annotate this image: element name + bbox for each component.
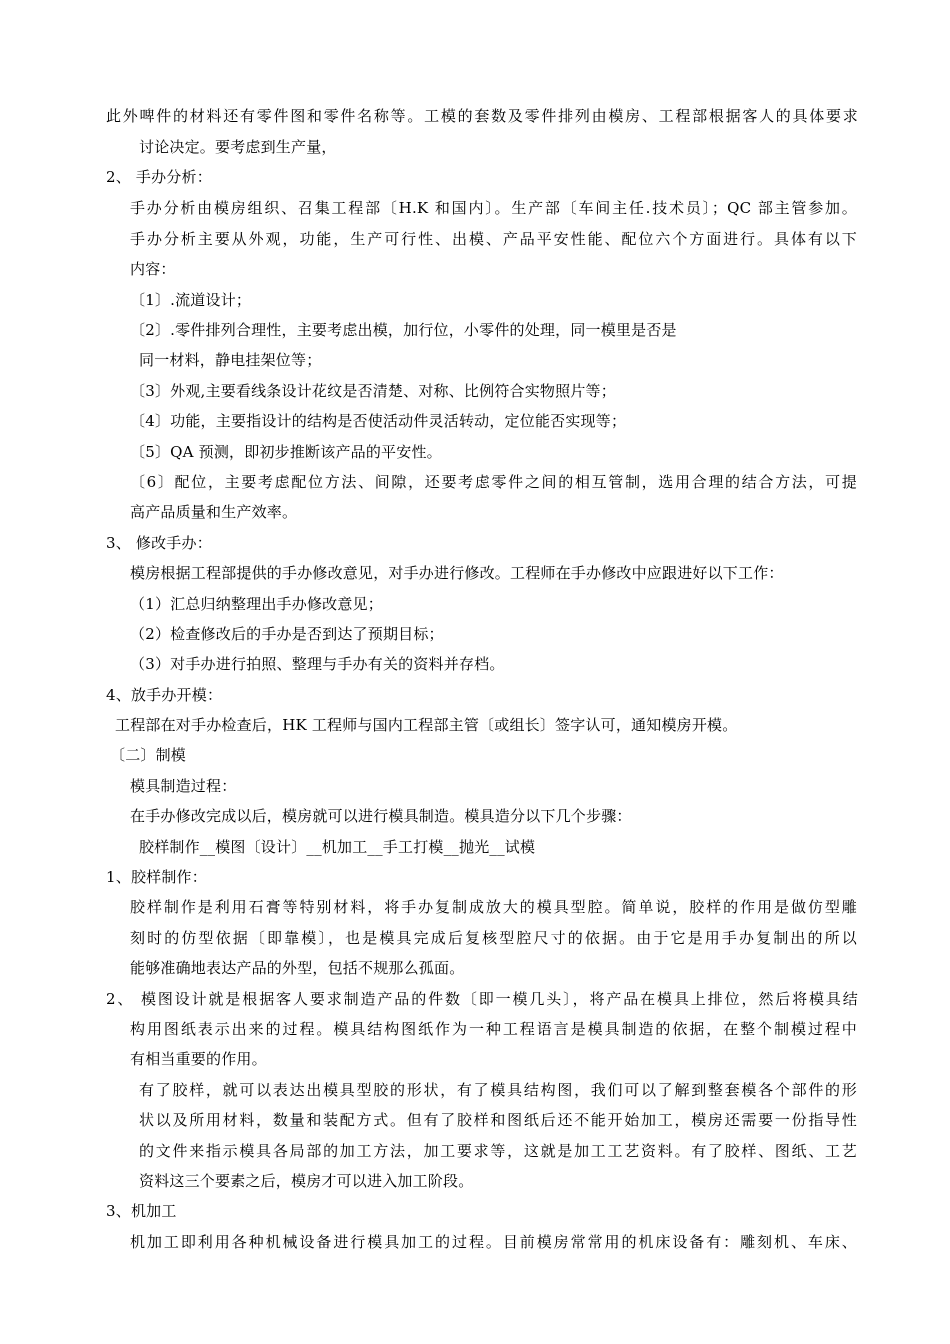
list-item: 〔5〕QA 预测，即初步推断该产品的平安性。 xyxy=(130,443,442,461)
section-heading: 3、 修改手办： xyxy=(106,534,212,552)
list-item: （3）对手办进行拍照、整理与手办有关的资料并存档。 xyxy=(130,655,505,673)
section-heading: 2、 手办分析： xyxy=(106,168,212,186)
text-line: 此外啤件的材料还有零件图和零件名称等。工模的套数及零件排列由模房、工程部根据客人的具体要求 xyxy=(106,107,858,125)
text-line: 讨论决定。要考虑到生产量， xyxy=(139,138,337,156)
text-line: 内容： xyxy=(130,260,176,278)
text-line: 胶样制作是利用石膏等特别材料，将手办复制成放大的模具型腔。简单说，胶样的作用是做仿型雕 xyxy=(130,898,857,916)
text-line: 在手办修改完成以后，模房就可以进行模具制造。模具造分以下几个步骤： xyxy=(130,807,632,825)
list-item: 〔2〕.零件排列合理性，主要考虑出模，加行位，小零件的处理，同一模里是否是 xyxy=(130,321,677,339)
text-line: 高产品质量和生产效率。 xyxy=(130,503,298,521)
list-item: 〔4〕功能，主要指设计的结构是否使活动件灵活转动，定位能否实现等； xyxy=(130,412,627,430)
list-item: 〔3〕外观,主要看线条设计花纹是否清楚、对称、比例符合实物照片等； xyxy=(130,382,616,400)
text-line: 资料这三个要素之后，模房才可以进入加工阶段。 xyxy=(139,1172,474,1190)
text-line: 有了胶样，就可以表达出模具型胶的形状，有了模具结构图，我们可以了解到整套模各个部件的形 xyxy=(139,1081,857,1099)
text-line: 工程部在对手办检查后，HK 工程师与国内工程部主管〔或组长〕签字认可，通知模房开模。 xyxy=(115,716,738,734)
text-line: 状以及所用材料，数量和装配方式。但有了胶样和图纸后还不能开始加工，模房还需要一份指导性 xyxy=(139,1111,857,1129)
list-item: （1）汇总归纳整理出手办修改意见； xyxy=(130,595,383,613)
list-item: 〔1〕.流道设计； xyxy=(130,291,252,309)
text-line: 能够准确地表达产品的外型，包括不规那么孤面。 xyxy=(130,959,465,977)
text-line: 构用图纸表示出来的过程。模具结构图纸作为一种工程语言是模具制造的依据，在整个制模过程中 xyxy=(130,1020,857,1038)
text-line: 手办分析主要从外观，功能，生产可行性、出模、产品平安性能、配位六个方面进行。具体有以下 xyxy=(130,230,857,248)
text-line: 同一材料，静电挂架位等； xyxy=(139,351,322,369)
text-line: 模房根据工程部提供的手办修改意见，对手办进行修改。工程师在手办修改中应跟进好以下工作： xyxy=(130,564,784,582)
text-line: 有相当重要的作用。 xyxy=(130,1050,267,1068)
list-item: 〔6〕配位，主要考虑配位方法、间隙，还要考虑零件之间的相互管制，选用合理的结合方法，可提 xyxy=(130,473,857,491)
process-steps: 胶样制作__模图〔设计〕__机加工__手工打模__抛光__试模 xyxy=(139,838,536,856)
text-line: 机加工即利用各种机械设备进行模具加工的过程。目前模房常常用的机床设备有：雕刻机、车床、 xyxy=(130,1233,857,1251)
text-line: 手办分析由模房组织、召集工程部〔H.K 和国内〕。生产部〔车间主任.技术员〕；QC 部主管参加。 xyxy=(130,199,857,217)
section-heading: 4、放手办开模： xyxy=(106,686,223,704)
section-heading: 3、机加工 xyxy=(106,1202,177,1220)
section-heading: 〔二〕制模 xyxy=(110,746,187,764)
text-line: 的文件来指示模具各局部的加工方法，加工要求等，这就是加工工艺资料。有了胶样、图纸、工艺 xyxy=(139,1142,857,1160)
text-line: 模具制造过程： xyxy=(130,777,237,795)
text-line: 刻时的仿型依据〔即靠模〕，也是模具完成后复核型腔尺寸的依据。由于它是用手办复制出的所以 xyxy=(130,929,857,947)
list-item: （2）检查修改后的手办是否到达了预期目标； xyxy=(130,625,444,643)
section-heading: 2、 模图设计就是根据客人要求制造产品的件数〔即一模几头〕，将产品在模具上排位，然后将模具结 xyxy=(106,990,858,1008)
section-heading: 1、胶样制作： xyxy=(106,868,207,886)
